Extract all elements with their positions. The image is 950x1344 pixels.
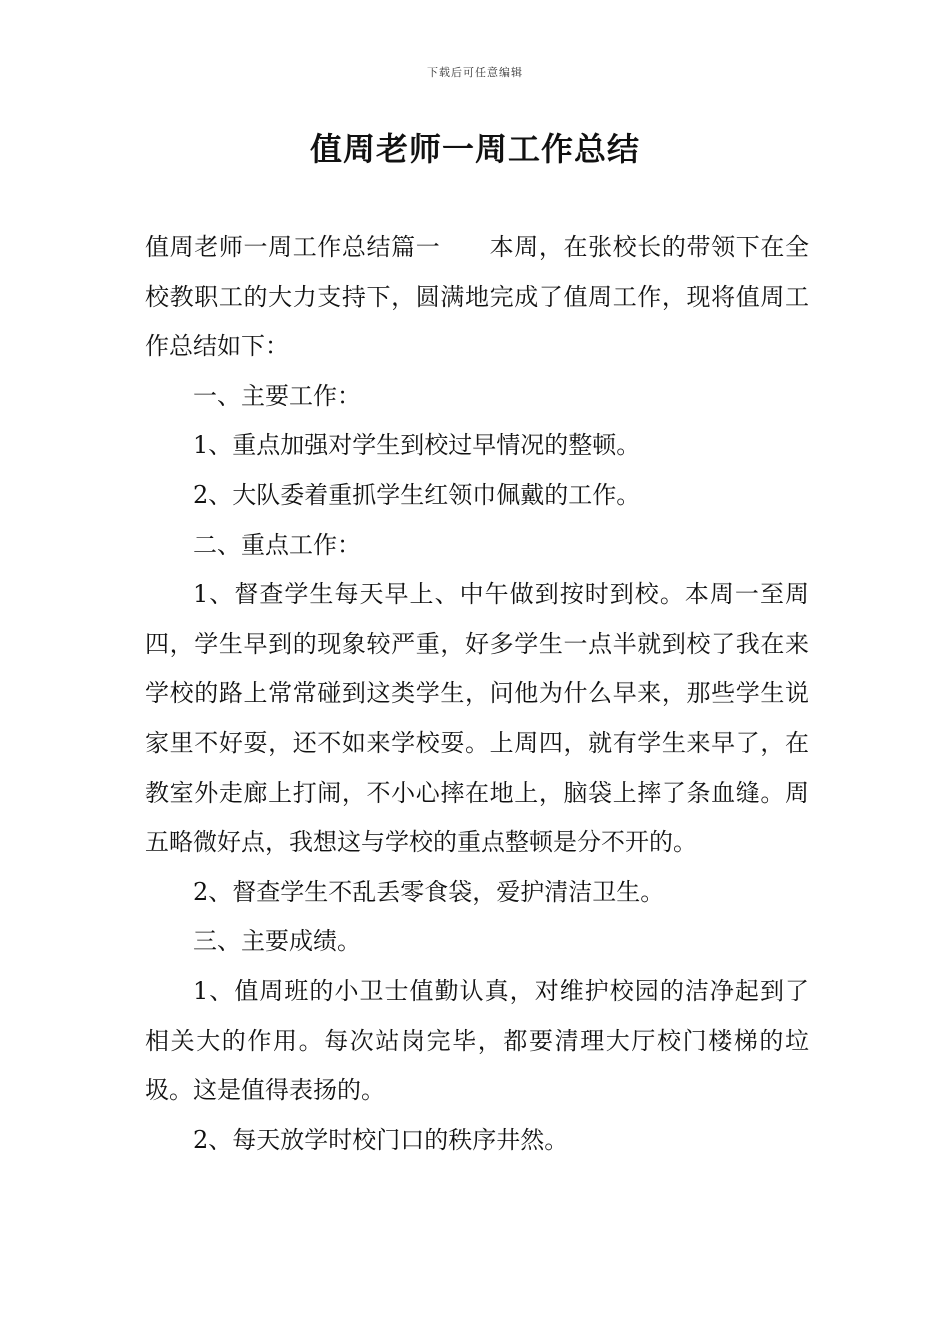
paragraph-achievement-1: 1、值周班的小卫士值勤认真，对维护校园的洁净起到了 相关大的作用。每次站岗完毕，都要清理大厅校门楼梯的垃圾。这是值得表扬的。 [145,976,809,1105]
document-title: 值周老师一周工作总结 [309,130,640,168]
paragraph-main-work-2: 2、大队委着重抓学生红领巾佩戴的工作。 [193,480,641,509]
header-note: 下载后可任意编辑 [427,66,523,79]
paragraph-intro: 值周老师一周工作总结篇一 本周，在张校长的带领下在全校教职工的大力支持下，圆满地完成了值周工作，现将值周工作总结如下： [145,233,809,361]
section-heading-key-work: 二、重点工作： [193,530,361,559]
section-heading-main-work: 一、主要工作： [193,381,361,410]
paragraph-key-work-1: 1、督查学生每天早上、中午做到按时到校。本周一至周四，学生早到的现象较严重，好多学生一点半就到校了我在来学校的路上常常碰到这类学生，问他为什么早来，那些学生说家里不好耍，还不如来学校耍。上周四，就有学生来早了，在教室外走廊上打闹，不小心摔在地上，脑袋上摔了条血缝。周五略微好点，我想这与学校的重点整顿是分不开的。 [145,580,809,857]
section-heading-achievements: 三、主要成绩。 [193,927,361,956]
paragraph-achievement-2: 2、每天放学时校门口的秩序井然。 [193,1125,569,1154]
document-body [145,223,809,1165]
paragraph-key-work-2: 2、督查学生不乱丢零食袋，爱护清洁卫生。 [193,877,665,906]
paragraph-main-work-1: 1、重点加强对学生到校过早情况的整顿。 [193,431,641,460]
